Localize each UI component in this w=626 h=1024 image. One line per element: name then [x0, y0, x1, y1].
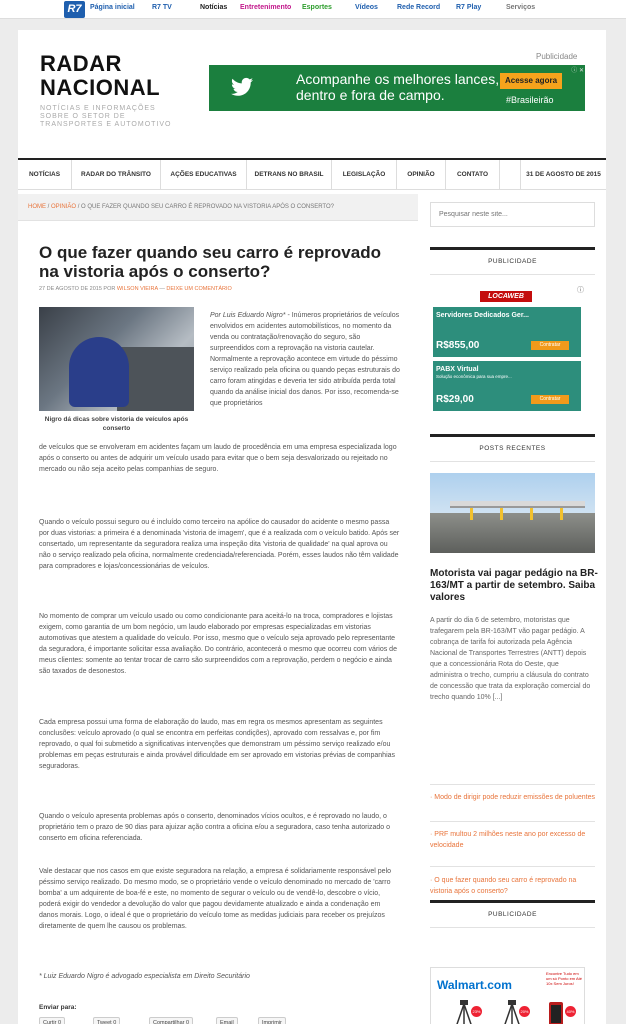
- locaweb-offer-price: R$29,00: [436, 394, 474, 405]
- r7-link-entretenimento[interactable]: Entretenimento: [240, 4, 292, 11]
- featured-post-image[interactable]: [430, 473, 595, 553]
- share-google-button[interactable]: Compartilhar 0: [149, 1017, 193, 1024]
- locaweb-offer[interactable]: [433, 307, 581, 357]
- breadcrumb: [18, 194, 418, 221]
- share-print-button[interactable]: Imprimir: [258, 1017, 286, 1024]
- article-title: O que fazer quando seu carro é reprovado na vistoria após o conserto?: [39, 243, 381, 281]
- recent-post-link[interactable]: · PRF multou 2 milhões neste ano por excesso de velocidade: [430, 831, 586, 849]
- nav-item-opiniao[interactable]: OPINIÃO: [397, 160, 446, 189]
- main-nav: [18, 158, 606, 190]
- article-image[interactable]: [39, 307, 194, 411]
- site-title-line1: RADAR: [40, 51, 122, 76]
- article-paragraph: No momento de comprar um veículo usado ou como condicionante para aceitá-lo na troca, compradores e lojistas exigem, como garantia de um bom negócio, um laudo elaborado por empresas especializadas em vistorias automotivas que atestem a qualidade do veículo. Por isso, mesmo que o veículo seja aprovado pelo representante da seguradora, é importante solicitar essa avaliação. Do contrário, acontecerá o mesmo que ocorreu com vários de meus clientes: somente ao tentar trocar de carro são surpreendidos com a reprovação, perdem o negócio e ainda são taxados de desonestos.: [39, 613, 397, 675]
- header-ad-banner[interactable]: [209, 65, 585, 111]
- article-by: POR: [101, 286, 117, 292]
- share-twitter-button[interactable]: Tweet 0: [93, 1017, 120, 1024]
- twitter-bird-icon: [231, 77, 253, 99]
- site-description: NOTÍCIAS E INFORMAÇÕES SOBRE O SETOR DE TRANSPORTES E AUTOMOTIVO: [40, 105, 172, 128]
- nav-item-detrans[interactable]: DETRANS NO BRASIL: [247, 160, 332, 189]
- divider: [430, 866, 595, 867]
- recent-post-link[interactable]: · Modo de dirigir pode reduzir emissões de poluentes: [430, 794, 595, 801]
- header-ad-label: Publicidade: [536, 52, 578, 61]
- locaweb-offer-button[interactable]: Contratar: [531, 341, 569, 350]
- recent-post-label: O que fazer quando seu carro é reprovado na vistoria após o conserto?: [430, 877, 577, 895]
- article-intro-continued: de veículos que se envolveram em acidentes façam um laudo de procedência em uma empresa especializada logo após o conserto ou antes de adquirir um veículo usado para evitar que o bem seja desvalorizado ou rejeitado no mercado ou não seja aceito pelas companhias de seguro.: [39, 444, 397, 473]
- featured-post-excerpt: A partir do dia 6 de setembro, motoristas que trafegarem pela BR-163/MT vão pagar pedágio. A cobrança de tarifa foi autorizada pela Agência Nacional de Transportes Terrestres (ANTT) depois que a concessionária Rota do Oeste, que administra o trecho, cumpriu a cláusula do contrato de concessão que trata da exploração comercial do trecho quando 10% [...]: [430, 617, 591, 701]
- header-ad-text: [296, 71, 499, 103]
- locaweb-offer-subtitle: Solução econômica para sua empre...: [436, 374, 512, 379]
- article-paragraph: Vale destacar que nos casos em que existe seguradora na relação, a empresa é solidariamente responsável pelo péssimo serviço realizado. Do mesmo modo, se o proprietário vende o veículo denominado no mercado de 'carro bomba' a um adquirente de boa-fé e este, no momento de segurar o veículo ou de vendê-lo, descobre o vício, poderá exigir do vendedor a devolução do valor que pagou devidamente atualizado e ainda a condenação em danos morais. Logo, o ideal é que o proprietário do veículo tome as medidas judiciais para receber os prejuízos diretamente de quem lhe causou os problemas.: [39, 868, 392, 930]
- discount-badge: 20%: [519, 1006, 530, 1017]
- header-ad-text-line1: Acompanhe os melhores lances,: [296, 71, 500, 87]
- breadcrumb-sep: /: [46, 204, 52, 210]
- header-ad-button[interactable]: Acesse agora: [500, 73, 562, 89]
- search-input[interactable]: [430, 202, 595, 227]
- r7-link-noticias[interactable]: Notícias: [200, 4, 228, 11]
- share-email-button[interactable]: Email: [216, 1017, 238, 1024]
- toll-lane: [470, 508, 473, 520]
- header-ad-text-line2: dentro e fora de campo.: [296, 87, 445, 103]
- sidebar-heading-posts-recentes: POSTS RECENTES: [430, 434, 595, 462]
- ad-choices-icon[interactable]: ⓘ ✕: [571, 68, 584, 74]
- article-meta-dash: —: [157, 286, 167, 292]
- toll-lane: [500, 508, 503, 520]
- article-footnote: * Luiz Eduardo Nigro é advogado especialista em Direito Securitário: [39, 973, 250, 980]
- r7-link-videos[interactable]: Vídeos: [355, 4, 378, 11]
- sidebar-heading-publicidade-2: PUBLICIDADE: [430, 900, 595, 928]
- article-image-caption: Nigro dá dicas sobre vistoria de veículos após conserto: [44, 416, 189, 432]
- locaweb-offer-price: R$855,00: [436, 340, 480, 351]
- article-intro-text: - Inúmeros proprietários de veículos envolvidos em acidentes automobilísticos, no momento da venda ou contratação/renovação do seguro, são surpreendidos com a reprovação na vistoria cautelar. Normalmente a reprovação acontece em virtude do péssimo serviço realizado pela oficina ou quando peças estruturais do carro foram atingidas e deveria ter sido atribuída perda total quando da análise inicial dos danos. Por isso, recomenda-se que proprietários: [210, 312, 400, 407]
- article-image-mechanic: [69, 337, 129, 407]
- page-container: [18, 30, 606, 1024]
- article-date: 27 DE AGOSTO DE 2015: [39, 286, 102, 292]
- toll-booth-roof: [450, 501, 585, 508]
- share-label: Enviar para:: [39, 1004, 77, 1011]
- discount-badge: 40%: [565, 1006, 576, 1017]
- discount-badge: 23%: [471, 1006, 482, 1017]
- r7-link-tv[interactable]: R7 TV: [152, 4, 172, 11]
- toll-lane: [560, 508, 563, 520]
- divider: [430, 821, 595, 822]
- article-author-link[interactable]: WILSON VIEIRA: [116, 286, 158, 292]
- article-paragraph: Cada empresa possui uma forma de elaboração do laudo, mas em regra os mesmos apresentam as seguintes conclusões: veículo aprovado (o qual se encontra em perfeitas condições), aprovado com ressalvas e, por fim reprovado, o qual foi submetido a significativas intervenções que demonstram um péssimo serviço realizado e/ou problemas em peças estruturais e ainda provável dificuldade em ser aprovado em vistorias prévias de companhias seguradoras.: [39, 719, 396, 770]
- header-ad-hashtag: #Brasileirão: [506, 95, 554, 105]
- nav-item-legislacao[interactable]: LEGISLAÇÃO: [332, 160, 397, 189]
- article-intro-byline: Por Luis Eduardo Nigro*: [210, 312, 286, 319]
- breadcrumb-category[interactable]: OPINIÃO: [51, 204, 77, 210]
- r7-link-esportes[interactable]: Esportes: [302, 4, 332, 11]
- walmart-logo: Walmart.com: [437, 978, 512, 992]
- site-title[interactable]: [40, 52, 160, 100]
- r7-top-bar: [0, 0, 626, 19]
- article-intro: [210, 310, 400, 409]
- breadcrumb-home[interactable]: HOME: [28, 204, 46, 210]
- locaweb-offer-title: PABX Virtual: [436, 366, 479, 373]
- nav-item-acoes-educativas[interactable]: AÇÕES EDUCATIVAS: [161, 160, 247, 189]
- r7-link-servicos[interactable]: Serviços: [506, 4, 536, 11]
- article-paragraph: Quando o veículo apresenta problemas após o conserto, denominados vícios ocultos, e é reprovado no laudo, o proprietário tem o prazo de 90 dias para ajuizar ação contra a oficina e/ou a seguradora, caso tenha autorizado o conserto em oficina referenciada.: [39, 813, 390, 842]
- locaweb-offer-button[interactable]: Contratar: [531, 395, 569, 404]
- toll-lane: [530, 508, 533, 520]
- share-facebook-button[interactable]: Curtir 0: [39, 1017, 65, 1024]
- nav-item-noticias[interactable]: NOTÍCIAS: [18, 160, 72, 189]
- r7-link-rede-record[interactable]: Rede Record: [397, 4, 441, 11]
- article-meta: [39, 286, 232, 292]
- r7-link-home[interactable]: Página inicial: [90, 4, 135, 11]
- r7-link-r7-play[interactable]: R7 Play: [456, 4, 482, 11]
- walmart-tagline: Encontre Tudo em um só Ponto em Até 10x Sem Juros!: [546, 971, 583, 986]
- site-title-line2: NACIONAL: [40, 75, 161, 100]
- breadcrumb-current: O QUE FAZER QUANDO SEU CARRO É REPROVADO NA VISTORIA APÓS O CONSERTO?: [81, 204, 334, 210]
- divider: [430, 784, 595, 785]
- nav-date: 31 DE AGOSTO DE 2015: [520, 160, 606, 189]
- nav-item-radar-transito[interactable]: RADAR DO TRÂNSITO: [72, 160, 161, 189]
- nav-item-contato[interactable]: CONTATO: [446, 160, 500, 189]
- locaweb-offer[interactable]: [433, 361, 581, 411]
- locaweb-ad[interactable]: [430, 285, 582, 415]
- comment-link[interactable]: DEIXE UM COMENTÁRIO: [166, 286, 232, 292]
- r7-logo[interactable]: R7: [64, 1, 85, 18]
- featured-post-title[interactable]: Motorista vai pagar pedágio na BR-163/MT a partir de setembro. Saiba valores: [430, 568, 598, 603]
- recent-post-link[interactable]: · O que fazer quando seu carro é reprovado na vistoria após o conserto?: [430, 877, 577, 895]
- walmart-ad[interactable]: [430, 967, 585, 1024]
- locaweb-offer-title: Servidores Dedicados Ger...: [436, 312, 529, 319]
- ad-info-icon[interactable]: ⓘ: [577, 287, 584, 294]
- article-header: [39, 243, 399, 281]
- recent-post-label: PRF multou 2 milhões neste ano por excesso de velocidade: [430, 831, 586, 849]
- article-paragraph: Quando o veículo possui seguro ou é incluído como terceiro na apólice do causador do acidente o mesmo passa por duas vistorias: a primeira é a denominada 'vistoria de imagem', que é a realizada com o veículo batido. Após ser consertado, um representante da seguradora realiza uma inspeção dita 'vistoria de qualidade' na qual aprova ou não o serviço realizado pela oficina, normalmente credenciada/referenciada. Porém, esses laudos não têm validade para compradores e lojas/concessionárias de veículos.: [39, 519, 400, 570]
- breadcrumb-sep: /: [76, 204, 82, 210]
- sidebar-heading-publicidade: PUBLICIDADE: [430, 247, 595, 275]
- locaweb-logo: LOCAWEB: [480, 291, 532, 302]
- recent-post-label: Modo de dirigir pode reduzir emissões de poluentes: [434, 794, 595, 801]
